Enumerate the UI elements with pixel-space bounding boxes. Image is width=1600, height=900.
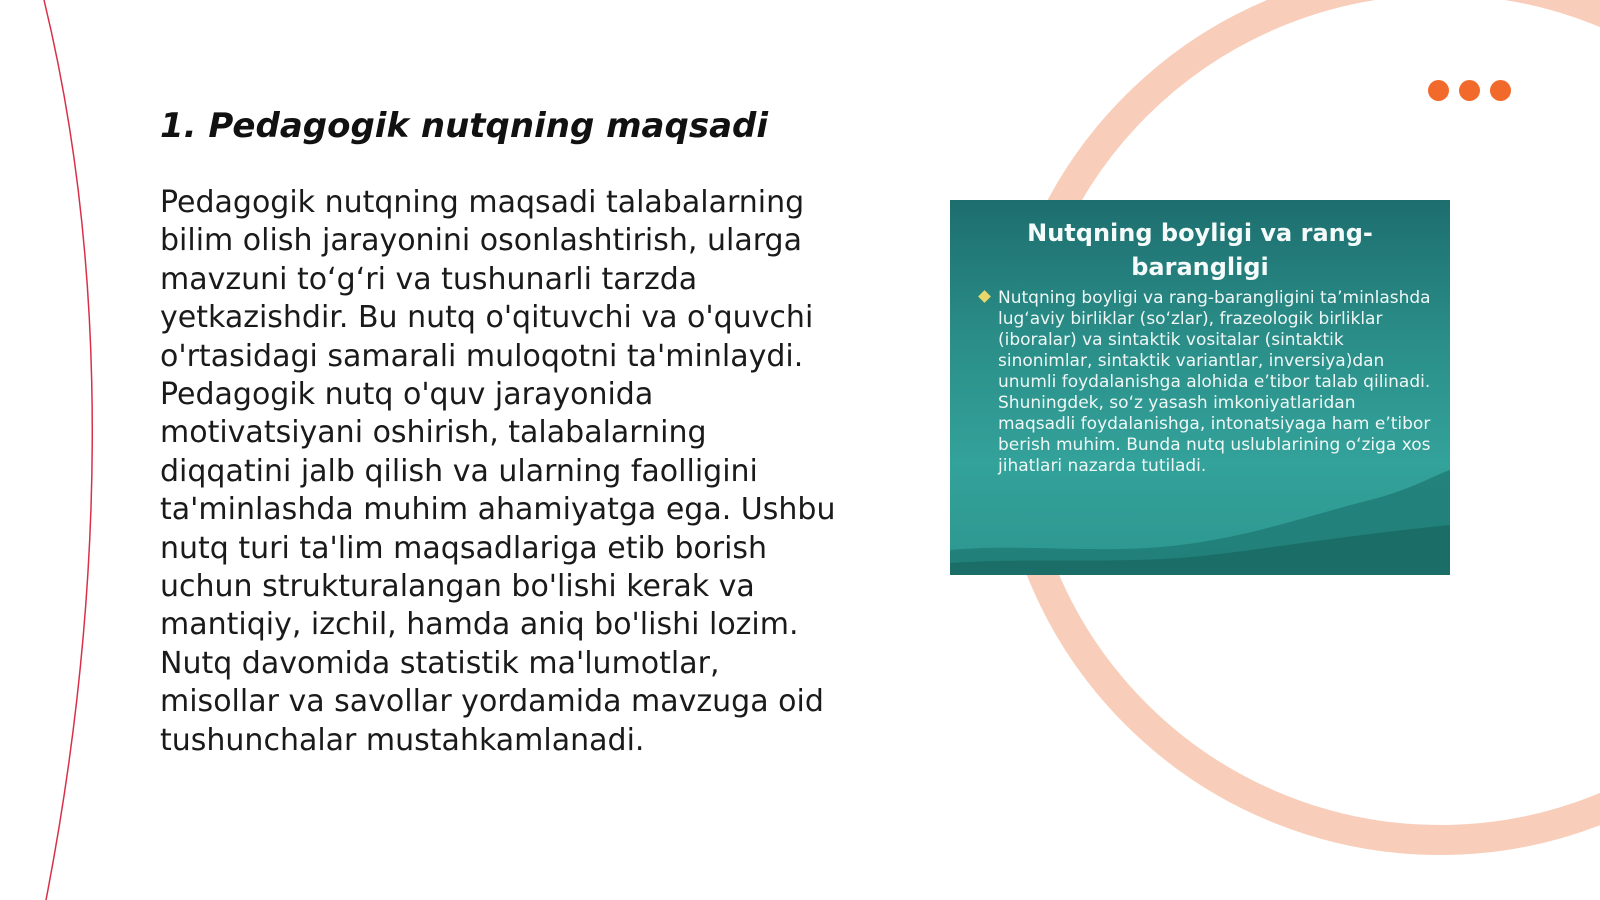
embedded-slide-title: Nutqning boyligi va rang-barangligi <box>1027 219 1373 281</box>
slide-body-text: Pedagogik nutqning maqsadi talabalarning bilim olish jarayonini osonlashtirish, ularga mavzuni to‘g‘ri va tushunarli tarzda yetkazishdir. Bu nutq o'qituvchi va o'quvchi o'rtasidagi samarali muloqotni ta'minlaydi. Pedagogik nutq o'quv jarayonida motivatsiyani oshirish, talabalarning diqqatini jalb qilish va ularning faolligini ta'minlashda muhim ahamiyatga ega. Ushbu nutq turi ta'lim maqsadlariga etib borish uchun strukturalangan bo'lishi kerak va mantiqiy, izchil, hamda aniq bo'lishi lozim. Nutq davomida statistik ma'lumotlar, misollar va savollar yordamida mavzuga oid tushunchalar mustahkamlanadi. <box>160 185 836 758</box>
dot-3 <box>1490 80 1511 101</box>
more-dots-icon <box>1428 80 1511 101</box>
dot-2 <box>1459 80 1480 101</box>
bullet-icon <box>978 290 991 303</box>
embedded-slide-image <box>950 200 1450 575</box>
embedded-slide-bullet: Nutqning boyligi va rang-barangligini ta’minlashda lug‘aviy birliklar (so‘zlar), frazeologik birliklar (iboralar) va sintaktik vositalar (sintaktik sinonimlar, sintaktik variantlar, inversiya)dan unumli foydalanishga alohida e’tibor talab qilinadi. Shuningdek, so‘z yasash imkoniyatlaridan maqsadli foydalanishga, intonatsiyaga ham e’tibor berish muhim. Bunda nutq uslublarining o‘ziga xos jihatlari nazarda tutiladi. <box>998 288 1431 476</box>
left-red-curve <box>44 0 92 900</box>
slide-title: 1. Pedagogik nutqning maqsadi <box>160 106 769 146</box>
dot-1 <box>1428 80 1449 101</box>
